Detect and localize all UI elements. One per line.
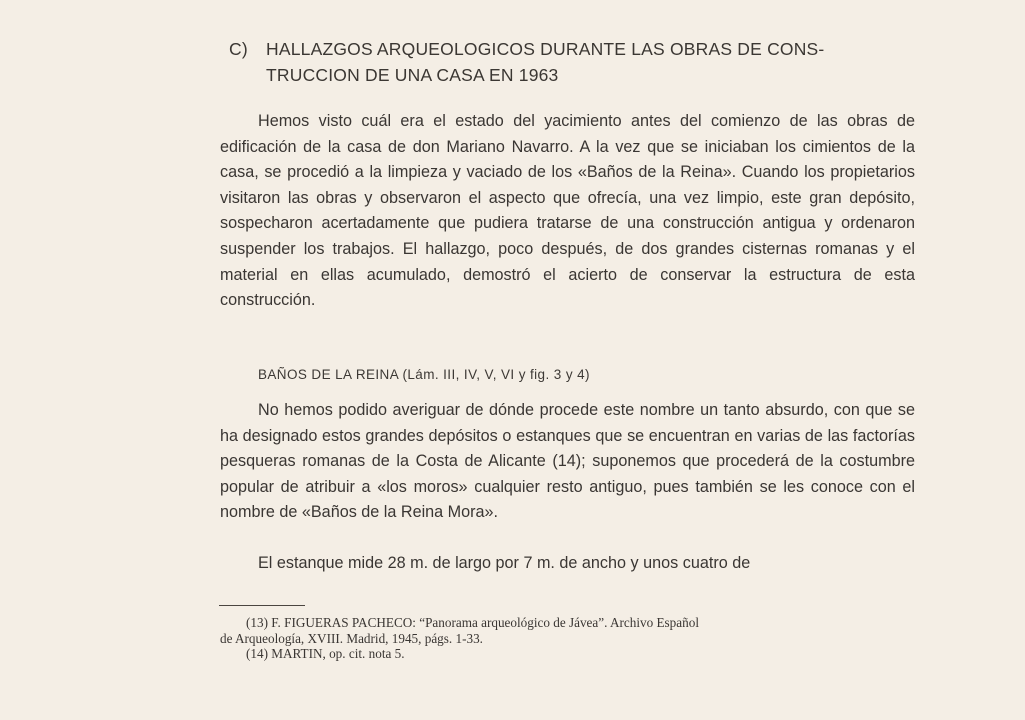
subheading-banos-de-la-reina: BAÑOS DE LA REINA (Lám. III, IV, V, VI y fig. 3 y 4) bbox=[258, 367, 590, 382]
section-heading-line1 bbox=[229, 36, 929, 62]
footnotes bbox=[220, 615, 920, 662]
footnote-13-line2: de Arqueología, XVIII. Madrid, 1945, págs. 1-33. bbox=[220, 630, 483, 646]
section-heading bbox=[229, 36, 929, 88]
paragraph-3-text: El estanque mide 28 m. de largo por 7 m. de ancho y unos cuatro de bbox=[258, 554, 751, 572]
footnote-divider bbox=[219, 605, 305, 606]
paragraph-3 bbox=[220, 551, 915, 577]
footnote-13-line1: (13) F. FIGUERAS PACHECO: “Panorama arqueológico de Jávea”. Archivo Español bbox=[246, 615, 699, 630]
footnote-14: (14) MARTIN, op. cit. nota 5. bbox=[246, 646, 405, 661]
paragraph-1-text: Hemos visto cuál era el estado del yacimiento antes del comienzo de las obras de edificación de la casa de don Mariano Navarro. A la vez que se iniciaban los cimientos de la casa, se procedió a la limpieza y vaciado de los «Baños de la Reina». Cuando los propietarios visitaron las obras y observaron el aspecto que ofrecía, una vez limpio, este gran depósito, sospecharon acertadamente que pudiera tratarse de una construcción antigua y ordenaron suspender los trabajos. El hallazgo, poco después, de dos grandes cisternas romanas y el material en ellas acumulado, demostró el acierto de conservar la estructura de esta construcción. bbox=[220, 112, 915, 310]
section-title-line1: HALLAZGOS ARQUEOLOGICOS DURANTE LAS OBRAS DE CONS- bbox=[266, 39, 825, 59]
paragraph-2 bbox=[220, 398, 915, 526]
section-letter: C) bbox=[229, 39, 248, 59]
paragraph-2-text: No hemos podido averiguar de dónde procede este nombre un tanto absurdo, con que se ha designado estos grandes depósitos o estanques que se encuentran en varias de las factorías pesqueras romanas de la Costa de Alicante (14); suponemos que procederá de la costumbre popular de atribuir a «los moros» cualquier resto antiguo, pues también se les conoce con el nombre de «Baños de la Reina Mora». bbox=[220, 401, 915, 522]
section-title-line2: TRUCCION DE UNA CASA EN 1963 bbox=[266, 65, 559, 85]
paragraph-1 bbox=[220, 109, 915, 314]
